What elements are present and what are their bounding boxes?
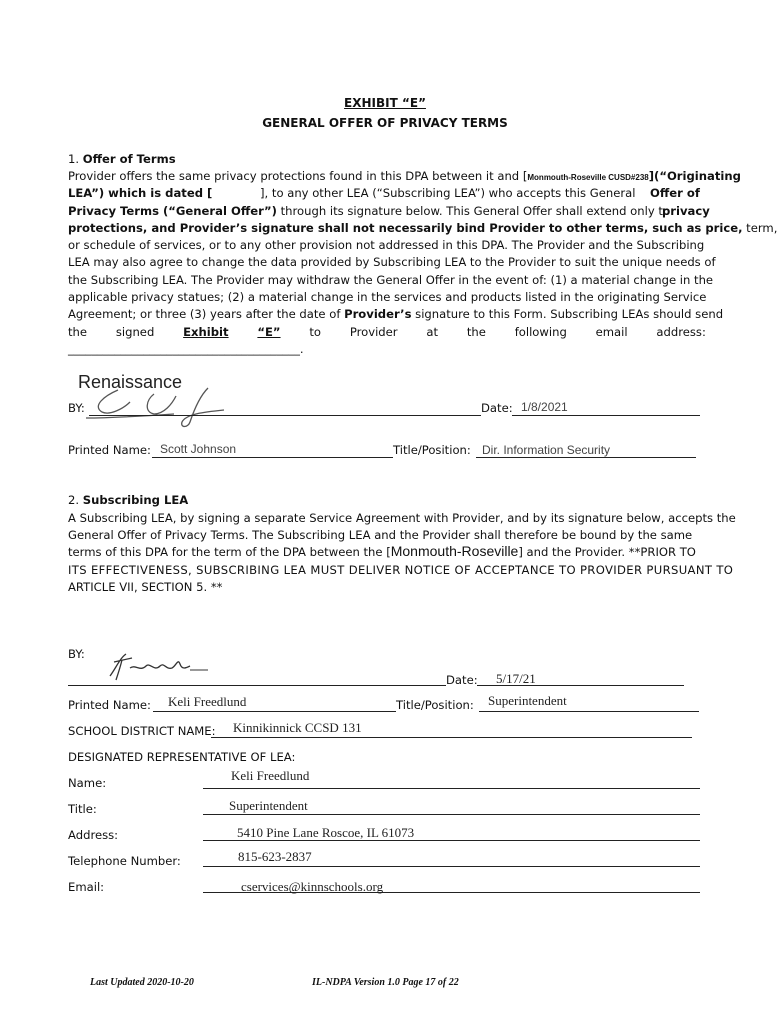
rep-title-value: Superintendent bbox=[229, 798, 308, 813]
section1-number: 1 bbox=[68, 152, 76, 166]
rep-address-value: 5410 Pine Lane Roscoe, IL 61073 bbox=[237, 825, 415, 840]
s1-l10-word: Provider bbox=[349, 325, 398, 339]
provider-title-line[interactable] bbox=[476, 457, 696, 458]
s1-l10-word: email bbox=[595, 325, 628, 339]
rep-phone-label: Telephone Number: bbox=[68, 854, 181, 868]
s1-l10-word: at bbox=[426, 325, 439, 339]
provider-printed-name-line[interactable] bbox=[152, 457, 393, 458]
s1-l2-c: Offer of bbox=[650, 186, 700, 200]
rep-name-value: Keli Freedlund bbox=[231, 768, 310, 783]
lea-by-label: BY: bbox=[68, 647, 85, 661]
district-name-line[interactable] bbox=[211, 737, 692, 738]
s1-l10-word: following bbox=[514, 325, 567, 339]
rep-phone-value: 815-623-2837 bbox=[238, 849, 312, 864]
provider-printed-name-label: Printed Name: bbox=[68, 443, 151, 457]
s1-l2-b: ], to any other LEA (“Subscribing LEA”) who accepts this General bbox=[260, 186, 636, 200]
lea-title-line[interactable] bbox=[479, 711, 699, 712]
s1-line-10 bbox=[68, 324, 706, 341]
provider-by-label: BY: bbox=[68, 401, 85, 415]
s1-l3-a: Privacy Terms (“General Offer”) bbox=[68, 204, 277, 218]
s1-line-7: the Subscribing LEA. The Provider may withdraw the General Offer in the event of: (1) a material change in the bbox=[68, 273, 714, 287]
footer-last-updated: Last Updated 2020-10-20 bbox=[90, 977, 194, 988]
provider-company-name: Renaissance bbox=[78, 372, 183, 392]
section2-number: 2 bbox=[68, 493, 76, 507]
rep-email-label: Email: bbox=[68, 880, 105, 894]
s2-line-4: ITS EFFECTIVENESS, SUBSCRIBING LEA MUST DELIVER NOTICE OF ACCEPTANCE TO PROVIDER PURSUANT TO bbox=[68, 563, 734, 577]
section1-heading: 1. Offer of Terms bbox=[68, 152, 176, 166]
rep-email-value: cservices@kinnschools.org bbox=[241, 879, 384, 894]
lea-printed-name-label: Printed Name: bbox=[68, 698, 151, 712]
s2-line-1: A Subscribing LEA, by signing a separate Service Agreement with Provider, and by its signature below, accepts the bbox=[68, 511, 736, 525]
s2-l3-b: ] and the Provider. **PRIOR TO bbox=[518, 545, 696, 559]
s1-line-6: LEA may also agree to change the data provided by Subscribing LEA to the Provider to suit the unique needs of bbox=[68, 255, 716, 269]
s1-line-1 bbox=[68, 168, 741, 186]
lea-printed-name-line[interactable] bbox=[153, 711, 396, 712]
lea-date-value: 5/17/21 bbox=[496, 671, 536, 686]
originating-lea-name: Monmouth-Roseville CUSD#238 bbox=[527, 173, 649, 182]
s1-line-5: or schedule of services, or to any other provision not addressed in this DPA. The Provider and the Subscribing bbox=[68, 238, 705, 252]
section1-title: Offer of Terms bbox=[82, 152, 176, 166]
provider-printed-name-value: Scott Johnson bbox=[160, 442, 237, 456]
s2-line-2: General Offer of Privacy Terms. The Subscribing LEA and the Provider shall therefore be bound by the same bbox=[68, 528, 693, 542]
s2-line-5: ARTICLE VII, SECTION 5. ** bbox=[68, 580, 223, 594]
provider-date-value: 1/8/2021 bbox=[521, 400, 568, 414]
lea-printed-name-value: Keli Freedlund bbox=[168, 694, 247, 709]
s1-l10-word-e: “E” bbox=[257, 325, 281, 339]
s1-l10-word: address: bbox=[656, 325, 706, 339]
s1-line-8: applicable privacy statues; (2) a material change in the services and products listed in the originating Service bbox=[68, 290, 707, 304]
s1-line-9 bbox=[68, 306, 723, 323]
lea-signature-line[interactable] bbox=[68, 685, 446, 686]
s1-l10-word: to bbox=[309, 325, 322, 339]
lea-title-value: Superintendent bbox=[488, 693, 567, 708]
email-address-blank: ________________________________________. bbox=[68, 342, 304, 356]
designated-rep-heading: DESIGNATED REPRESENTATIVE OF LEA: bbox=[68, 750, 296, 764]
page-title: GENERAL OFFER OF PRIVACY TERMS bbox=[262, 116, 508, 130]
s1-l10-word: signed bbox=[115, 325, 155, 339]
s2-line-3 bbox=[68, 543, 696, 561]
s1-l1-pre: Provider offers the same privacy protections found in this DPA between it and [ bbox=[68, 169, 528, 183]
s1-l10-word: the bbox=[68, 325, 88, 339]
lea-title-label: Title/Position: bbox=[396, 698, 474, 712]
rep-address-label: Address: bbox=[68, 828, 119, 842]
s1-l2-a: LEA”) which is dated [ bbox=[68, 186, 213, 200]
rep-title-label: Title: bbox=[68, 802, 97, 816]
provider-title-label: Title/Position: bbox=[393, 443, 471, 457]
s1-line-3 bbox=[68, 203, 670, 220]
s1-l3-c: privacy bbox=[662, 204, 710, 218]
footer-version-page: IL-NDPA Version 1.0 Page 17 of 22 bbox=[312, 977, 459, 988]
s1-l10-word: the bbox=[466, 325, 486, 339]
s1-l9-b: Provider’s bbox=[344, 307, 412, 321]
s2-l3-a: terms of this DPA for the term of the DPA between the [ bbox=[68, 545, 391, 559]
rep-name-label: Name: bbox=[68, 776, 107, 790]
provider-date-label: Date: bbox=[481, 401, 513, 415]
provider-signature-line[interactable] bbox=[89, 415, 481, 416]
s1-l4-a: protections, and Provider’s signature shall not necessarily bind Provider to other terms, such as price, bbox=[68, 221, 743, 235]
rep-name-line[interactable] bbox=[203, 788, 700, 789]
s1-line-4 bbox=[68, 220, 777, 237]
district-name-value: Kinnikinnick CCSD 131 bbox=[233, 720, 362, 735]
s1-l9-a: Agreement; or three (3) years after the date of bbox=[68, 307, 345, 321]
provider-title-value: Dir. Information Security bbox=[482, 443, 611, 457]
s1-l4-b: term, bbox=[742, 221, 777, 235]
s1-l9-c: signature to this Form. Subscribing LEAs should send bbox=[411, 307, 724, 321]
s1-l10-word-exhibit: Exhibit bbox=[183, 325, 229, 339]
s1-l1-post: ](“Originating bbox=[648, 169, 741, 183]
section2-heading: 2. Subscribing LEA bbox=[68, 493, 189, 507]
section2-title: Subscribing LEA bbox=[82, 493, 189, 507]
lea-date-label: Date: bbox=[446, 673, 478, 687]
rep-title-line[interactable] bbox=[203, 814, 700, 815]
district-name-label: SCHOOL DISTRICT NAME: bbox=[68, 724, 216, 738]
provider-date-line[interactable] bbox=[512, 415, 700, 416]
provider-signature bbox=[84, 382, 234, 430]
rep-phone-line[interactable] bbox=[203, 866, 700, 867]
lea-signature bbox=[106, 650, 216, 684]
s1-l3-b: through its signature below. This General Offer shall extend only to bbox=[276, 204, 671, 218]
s2-l3-name: Monmouth-Roseville bbox=[390, 543, 519, 559]
exhibit-heading: EXHIBIT “E” bbox=[344, 96, 426, 110]
